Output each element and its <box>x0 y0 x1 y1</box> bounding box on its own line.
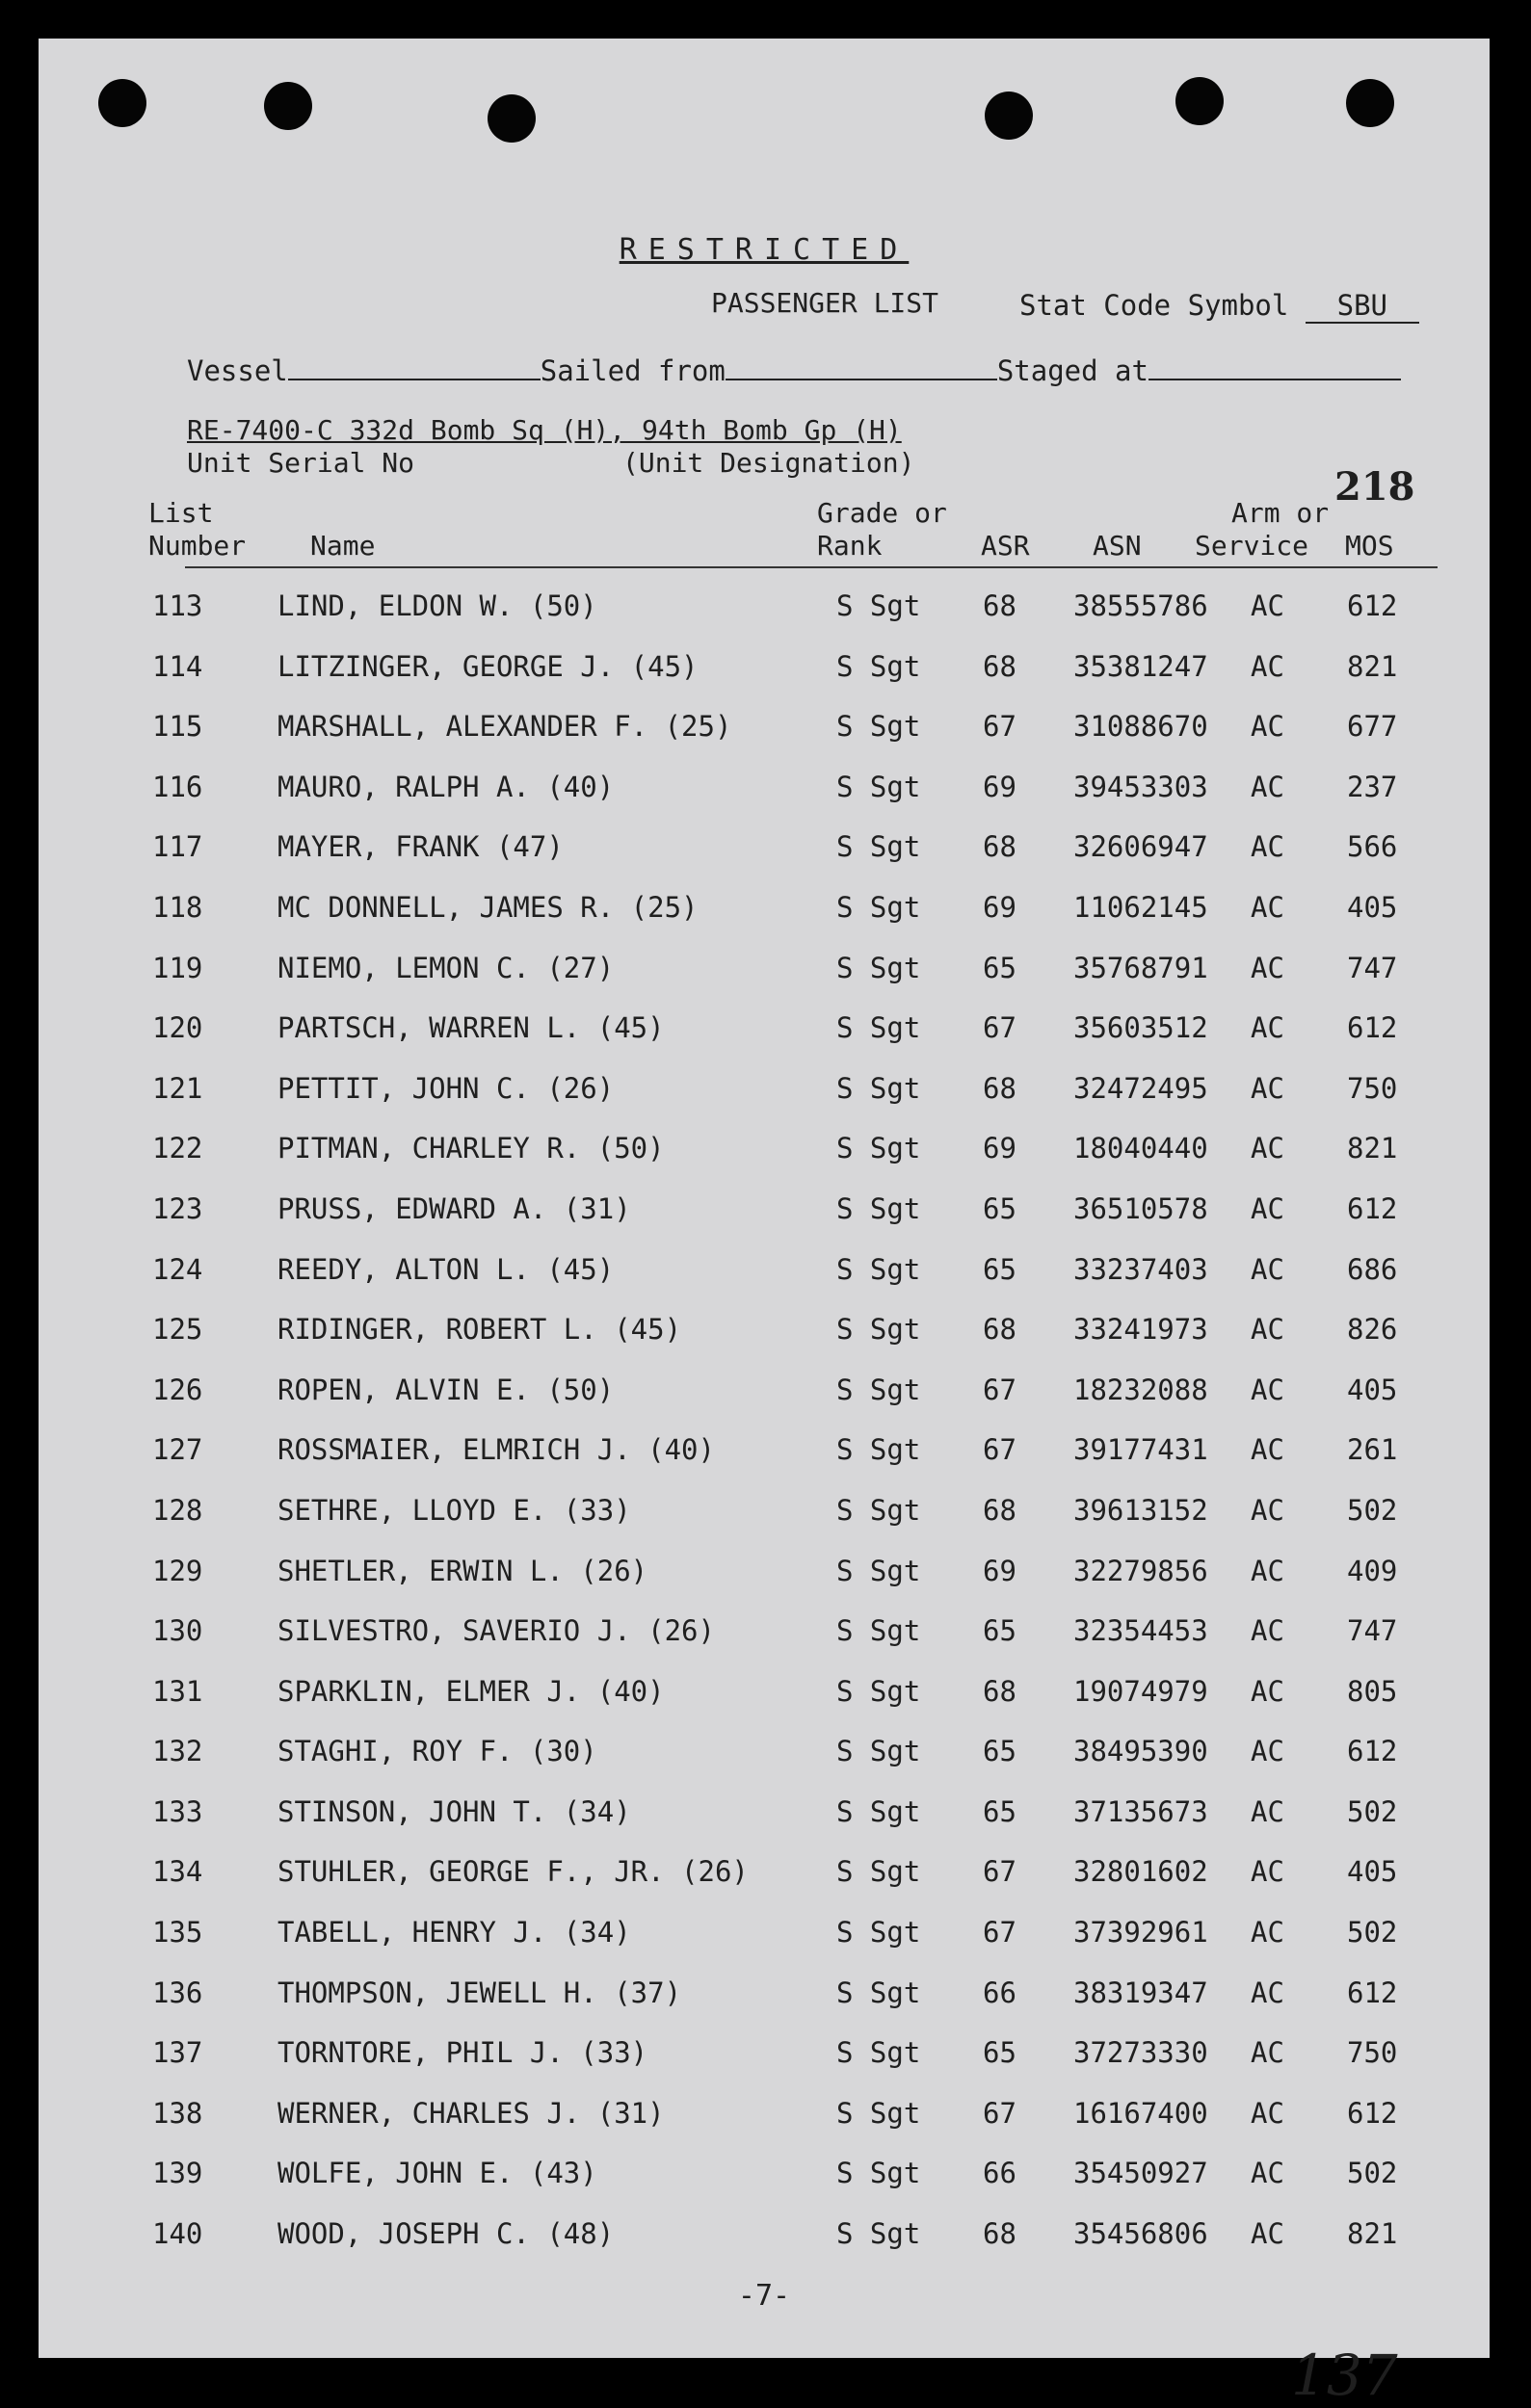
list-number-cell: 123 <box>152 1191 203 1225</box>
arm-or-service-cell: AC <box>1251 1433 1284 1467</box>
grade-cell: S Sgt <box>836 1433 921 1467</box>
asn-cell: 32801602 <box>1073 1855 1208 1889</box>
table-row <box>39 1973 1490 2033</box>
grade-cell: S Sgt <box>836 1855 921 1889</box>
list-number-cell: 117 <box>152 830 203 864</box>
arm-or-service-cell: AC <box>1251 1916 1284 1950</box>
passenger-name-cell: MAURO, RALPH A. (40) <box>277 770 615 803</box>
table-row <box>39 1792 1490 1852</box>
mos-cell: 677 <box>1347 710 1398 744</box>
table-row <box>39 706 1490 767</box>
arm-or-service-cell: AC <box>1251 1313 1284 1347</box>
passenger-table <box>39 586 1490 2274</box>
asr-cell: 68 <box>983 1493 1016 1527</box>
table-row <box>39 1249 1490 1310</box>
table-row <box>39 767 1490 827</box>
arm-or-service-cell: AC <box>1251 710 1284 744</box>
asn-cell: 19074979 <box>1073 1674 1208 1708</box>
asr-cell: 65 <box>983 1794 1016 1828</box>
list-number-cell: 113 <box>152 589 203 622</box>
header-rule <box>185 566 1438 568</box>
asr-cell: 67 <box>983 2096 1016 2130</box>
asn-cell: 37135673 <box>1073 1794 1208 1828</box>
vessel-line <box>187 354 1436 387</box>
mos-cell: 821 <box>1347 649 1398 683</box>
arm-or-service-cell: AC <box>1251 1614 1284 1648</box>
asn-cell: 32279856 <box>1073 1554 1208 1587</box>
staged-at-blank <box>1148 355 1401 380</box>
handwritten-number: 137 <box>1291 2343 1398 2408</box>
table-row <box>39 1610 1490 1671</box>
restricted-heading: RESTRICTED <box>619 233 910 267</box>
table-row <box>39 948 1490 1008</box>
grade-cell: S Sgt <box>836 1191 921 1225</box>
unit-line: RE-7400-C 332d Bomb Sq (H), 94th Bomb Gp (H) <box>187 414 902 446</box>
mos-cell: 826 <box>1347 1313 1398 1347</box>
grade-cell: S Sgt <box>836 1011 921 1045</box>
mos-cell: 750 <box>1347 1071 1398 1105</box>
list-number-cell: 133 <box>152 1794 203 1828</box>
mos-cell: 409 <box>1347 1554 1398 1587</box>
table-row <box>39 646 1490 707</box>
list-number-cell: 129 <box>152 1554 203 1587</box>
punch-hole <box>1346 79 1394 127</box>
list-number-cell: 138 <box>152 2096 203 2130</box>
grade-cell: S Sgt <box>836 1071 921 1105</box>
asn-cell: 37392961 <box>1073 1916 1208 1950</box>
passenger-name-cell: MARSHALL, ALEXANDER F. (25) <box>277 710 732 744</box>
grade-cell: S Sgt <box>836 2217 921 2251</box>
passenger-name-cell: STINSON, JOHN T. (34) <box>277 1794 631 1828</box>
asn-cell: 35381247 <box>1073 649 1208 683</box>
mos-cell: 612 <box>1347 1976 1398 2009</box>
arm-or-service-cell: AC <box>1251 1493 1284 1527</box>
passenger-name-cell: WOOD, JOSEPH C. (48) <box>277 2217 615 2251</box>
passenger-name-cell: WERNER, CHARLES J. (31) <box>277 2096 665 2130</box>
list-number-cell: 118 <box>152 890 203 924</box>
passenger-name-cell: PETTIT, JOHN C. (26) <box>277 1071 615 1105</box>
list-number-cell: 125 <box>152 1313 203 1347</box>
asn-cell: 31088670 <box>1073 710 1208 744</box>
asn-cell: 32354453 <box>1073 1614 1208 1648</box>
arm-or-service-cell: AC <box>1251 2157 1284 2190</box>
mos-cell: 821 <box>1347 2217 1398 2251</box>
asr-cell: 68 <box>983 589 1016 622</box>
mos-cell: 612 <box>1347 1011 1398 1045</box>
passenger-name-cell: MAYER, FRANK (47) <box>277 830 564 864</box>
arm-or-service-cell: AC <box>1251 1071 1284 1105</box>
grade-cell: S Sgt <box>836 890 921 924</box>
passenger-name-cell: ROPEN, ALVIN E. (50) <box>277 1373 615 1406</box>
list-number-cell: 134 <box>152 1855 203 1889</box>
passenger-name-cell: TORNTORE, PHIL J. (33) <box>277 2036 648 2070</box>
asn-cell: 33237403 <box>1073 1252 1208 1286</box>
asn-cell: 18040440 <box>1073 1132 1208 1165</box>
table-row <box>39 1008 1490 1068</box>
passenger-name-cell: LIND, ELDON W. (50) <box>277 589 597 622</box>
passenger-name-cell: ROSSMAIER, ELMRICH J. (40) <box>277 1433 715 1467</box>
passenger-name-cell: SETHRE, LLOYD E. (33) <box>277 1493 631 1527</box>
table-row <box>39 586 1490 646</box>
asr-cell: 65 <box>983 951 1016 984</box>
vessel-blank <box>288 355 541 380</box>
staged-at-label: Staged at <box>996 354 1148 387</box>
mos-cell: 405 <box>1347 890 1398 924</box>
asr-cell: 69 <box>983 1554 1016 1587</box>
grade-cell: S Sgt <box>836 1794 921 1828</box>
unit-designation-label: (Unit Designation) <box>622 447 915 479</box>
column-header-arm-line1: Arm or <box>1231 497 1330 529</box>
mos-cell: 747 <box>1347 951 1398 984</box>
table-row <box>39 1068 1490 1129</box>
asn-cell: 32472495 <box>1073 1071 1208 1105</box>
asn-cell: 16167400 <box>1073 2096 1208 2130</box>
asr-cell: 68 <box>983 1071 1016 1105</box>
page-footer: -7- <box>737 2279 791 2313</box>
grade-cell: S Sgt <box>836 2036 921 2070</box>
asr-cell: 67 <box>983 1011 1016 1045</box>
document-page <box>39 39 1490 2408</box>
asn-cell: 39177431 <box>1073 1433 1208 1467</box>
mos-cell: 612 <box>1347 2096 1398 2130</box>
column-header-list-number <box>148 497 246 563</box>
asr-cell: 67 <box>983 1916 1016 1950</box>
asr-cell: 65 <box>983 1252 1016 1286</box>
grade-cell: S Sgt <box>836 1976 921 2009</box>
mos-cell: 502 <box>1347 1493 1398 1527</box>
arm-or-service-cell: AC <box>1251 1794 1284 1828</box>
mos-cell: 821 <box>1347 1132 1398 1165</box>
table-row <box>39 1912 1490 1973</box>
arm-or-service-cell: AC <box>1251 1735 1284 1768</box>
table-row <box>39 1309 1490 1370</box>
passenger-name-cell: STAGHI, ROY F. (30) <box>277 1735 597 1768</box>
passenger-name-cell: REEDY, ALTON L. (45) <box>277 1252 615 1286</box>
asr-cell: 65 <box>983 1191 1016 1225</box>
column-header-arm-line2: Service <box>1195 530 1309 562</box>
grade-cell: S Sgt <box>836 770 921 803</box>
table-row <box>39 1731 1490 1792</box>
asn-cell: 35603512 <box>1073 1011 1208 1045</box>
punch-hole <box>488 94 536 143</box>
mos-cell: 750 <box>1347 2036 1398 2070</box>
passenger-name-cell: THOMPSON, JEWELL H. (37) <box>277 1976 682 2009</box>
arm-or-service-cell: AC <box>1251 649 1284 683</box>
grade-cell: S Sgt <box>836 1373 921 1406</box>
arm-or-service-cell: AC <box>1251 589 1284 622</box>
list-number-cell: 130 <box>152 1614 203 1648</box>
asr-cell: 68 <box>983 1313 1016 1347</box>
grade-cell: S Sgt <box>836 1916 921 1950</box>
list-number-cell: 127 <box>152 1433 203 1467</box>
list-number-cell: 120 <box>152 1011 203 1045</box>
grade-cell: S Sgt <box>836 2096 921 2130</box>
asn-cell: 33241973 <box>1073 1313 1208 1347</box>
table-row <box>39 2153 1490 2213</box>
asr-cell: 66 <box>983 2157 1016 2190</box>
list-number-cell: 122 <box>152 1132 203 1165</box>
list-number-cell: 137 <box>152 2036 203 2070</box>
table-row <box>39 1490 1490 1551</box>
punch-hole <box>1175 77 1224 125</box>
asn-cell: 35456806 <box>1073 2217 1208 2251</box>
column-header-list-line2: Number <box>148 530 247 562</box>
passenger-name-cell: MC DONNELL, JAMES R. (25) <box>277 890 699 924</box>
list-number-cell: 114 <box>152 649 203 683</box>
list-number-cell: 136 <box>152 1976 203 2009</box>
mos-cell: 612 <box>1347 1735 1398 1768</box>
asr-cell: 65 <box>983 1614 1016 1648</box>
stat-code <box>1019 289 1419 324</box>
grade-cell: S Sgt <box>836 1132 921 1165</box>
table-row <box>39 1429 1490 1490</box>
asr-cell: 69 <box>983 1132 1016 1165</box>
asn-cell: 37273330 <box>1073 2036 1208 2070</box>
list-number-cell: 128 <box>152 1493 203 1527</box>
arm-or-service-cell: AC <box>1251 1976 1284 2009</box>
list-number-cell: 135 <box>152 1916 203 1950</box>
page-number: 218 <box>1334 464 1415 510</box>
grade-cell: S Sgt <box>836 1493 921 1527</box>
column-header-asr: ASR <box>981 530 1030 562</box>
table-row <box>39 1189 1490 1249</box>
grade-cell: S Sgt <box>836 951 921 984</box>
asn-cell: 35450927 <box>1073 2157 1208 2190</box>
arm-or-service-cell: AC <box>1251 1554 1284 1587</box>
passenger-name-cell: RIDINGER, ROBERT L. (45) <box>277 1313 682 1347</box>
mos-cell: 612 <box>1347 1191 1398 1225</box>
grade-cell: S Sgt <box>836 589 921 622</box>
sailed-from-label: Sailed from <box>540 354 726 387</box>
passenger-name-cell: LITZINGER, GEORGE J. (45) <box>277 649 699 683</box>
grade-cell: S Sgt <box>836 710 921 744</box>
arm-or-service-cell: AC <box>1251 830 1284 864</box>
column-header-grade <box>817 497 947 563</box>
list-number-cell: 126 <box>152 1373 203 1406</box>
arm-or-service-cell: AC <box>1251 1252 1284 1286</box>
asr-cell: 68 <box>983 1674 1016 1708</box>
column-header-list-line1: List <box>148 497 214 529</box>
arm-or-service-cell: AC <box>1251 890 1284 924</box>
arm-or-service-cell: AC <box>1251 1011 1284 1045</box>
arm-or-service-cell: AC <box>1251 1674 1284 1708</box>
asr-cell: 69 <box>983 890 1016 924</box>
mos-cell: 237 <box>1347 770 1398 803</box>
grade-cell: S Sgt <box>836 1313 921 1347</box>
asr-cell: 65 <box>983 2036 1016 2070</box>
asr-cell: 66 <box>983 1976 1016 2009</box>
grade-cell: S Sgt <box>836 1735 921 1768</box>
asr-cell: 65 <box>983 1735 1016 1768</box>
list-number-cell: 124 <box>152 1252 203 1286</box>
list-number-cell: 132 <box>152 1735 203 1768</box>
punch-hole <box>264 82 312 130</box>
arm-or-service-cell: AC <box>1251 2217 1284 2251</box>
grade-cell: S Sgt <box>836 2157 921 2190</box>
column-header-mos: MOS <box>1345 530 1394 562</box>
mos-cell: 261 <box>1347 1433 1398 1467</box>
arm-or-service-cell: AC <box>1251 1132 1284 1165</box>
passenger-name-cell: NIEMO, LEMON C. (27) <box>277 951 615 984</box>
arm-or-service-cell: AC <box>1251 1373 1284 1406</box>
mos-cell: 612 <box>1347 589 1398 622</box>
arm-or-service-cell: AC <box>1251 2096 1284 2130</box>
table-row <box>39 1551 1490 1611</box>
column-header-grade-line1: Grade or <box>817 497 947 529</box>
table-row <box>39 1370 1490 1430</box>
mos-cell: 805 <box>1347 1674 1398 1708</box>
mos-cell: 502 <box>1347 1916 1398 1950</box>
list-number-cell: 139 <box>152 2157 203 2190</box>
table-row <box>39 826 1490 887</box>
asr-cell: 67 <box>983 1433 1016 1467</box>
asr-cell: 68 <box>983 2217 1016 2251</box>
asn-cell: 18232088 <box>1073 1373 1208 1406</box>
asr-cell: 68 <box>983 649 1016 683</box>
arm-or-service-cell: AC <box>1251 951 1284 984</box>
punch-hole <box>985 92 1033 140</box>
list-number-cell: 121 <box>152 1071 203 1105</box>
stat-code-label: Stat Code Symbol <box>1019 289 1289 322</box>
grade-cell: S Sgt <box>836 1554 921 1587</box>
column-header-arm <box>1195 497 1329 563</box>
list-number-cell: 115 <box>152 710 203 744</box>
mos-cell: 502 <box>1347 1794 1398 1828</box>
column-header-name: Name <box>310 530 376 562</box>
passenger-name-cell: TABELL, HENRY J. (34) <box>277 1916 631 1950</box>
arm-or-service-cell: AC <box>1251 1191 1284 1225</box>
unit-serial-label: Unit Serial No <box>187 447 415 479</box>
list-number-cell: 119 <box>152 951 203 984</box>
asn-cell: 38319347 <box>1073 1976 1208 2009</box>
table-row <box>39 1671 1490 1732</box>
asn-cell: 35768791 <box>1073 951 1208 984</box>
asn-cell: 11062145 <box>1073 890 1208 924</box>
passenger-name-cell: SILVESTRO, SAVERIO J. (26) <box>277 1614 715 1648</box>
asr-cell: 67 <box>983 1373 1016 1406</box>
table-row <box>39 2093 1490 2154</box>
arm-or-service-cell: AC <box>1251 2036 1284 2070</box>
list-number-cell: 116 <box>152 770 203 803</box>
passenger-name-cell: PRUSS, EDWARD A. (31) <box>277 1191 631 1225</box>
arm-or-service-cell: AC <box>1251 1855 1284 1889</box>
table-row <box>39 1851 1490 1912</box>
asr-cell: 69 <box>983 770 1016 803</box>
grade-cell: S Sgt <box>836 1674 921 1708</box>
grade-cell: S Sgt <box>836 649 921 683</box>
asr-cell: 67 <box>983 1855 1016 1889</box>
mos-cell: 405 <box>1347 1855 1398 1889</box>
document-title: PASSENGER LIST <box>711 287 939 319</box>
grade-cell: S Sgt <box>836 830 921 864</box>
passenger-name-cell: PARTSCH, WARREN L. (45) <box>277 1011 665 1045</box>
mos-cell: 686 <box>1347 1252 1398 1286</box>
table-row <box>39 2032 1490 2093</box>
mos-cell: 405 <box>1347 1373 1398 1406</box>
asn-cell: 39453303 <box>1073 770 1208 803</box>
asn-cell: 32606947 <box>1073 830 1208 864</box>
vessel-label: Vessel <box>187 354 288 387</box>
passenger-name-cell: STUHLER, GEORGE F., JR. (26) <box>277 1855 749 1889</box>
column-header-grade-line2: Rank <box>817 530 883 562</box>
grade-cell: S Sgt <box>836 1252 921 1286</box>
passenger-name-cell: SHETLER, ERWIN L. (26) <box>277 1554 648 1587</box>
table-row <box>39 887 1490 948</box>
asn-cell: 38555786 <box>1073 589 1208 622</box>
table-row <box>39 1128 1490 1189</box>
asr-cell: 67 <box>983 710 1016 744</box>
asn-cell: 36510578 <box>1073 1191 1208 1225</box>
mos-cell: 566 <box>1347 830 1398 864</box>
arm-or-service-cell: AC <box>1251 770 1284 803</box>
stat-code-value: SBU <box>1306 289 1419 324</box>
column-header-asn: ASN <box>1093 530 1142 562</box>
table-row <box>39 2213 1490 2274</box>
mos-cell: 747 <box>1347 1614 1398 1648</box>
list-number-cell: 131 <box>152 1674 203 1708</box>
mos-cell: 502 <box>1347 2157 1398 2190</box>
asn-cell: 38495390 <box>1073 1735 1208 1768</box>
passenger-name-cell: SPARKLIN, ELMER J. (40) <box>277 1674 665 1708</box>
grade-cell: S Sgt <box>836 1614 921 1648</box>
punch-hole <box>98 79 146 127</box>
passenger-name-cell: PITMAN, CHARLEY R. (50) <box>277 1132 665 1165</box>
asn-cell: 39613152 <box>1073 1493 1208 1527</box>
passenger-name-cell: WOLFE, JOHN E. (43) <box>277 2157 597 2190</box>
sailed-from-blank <box>726 355 997 380</box>
list-number-cell: 140 <box>152 2217 203 2251</box>
asr-cell: 68 <box>983 830 1016 864</box>
